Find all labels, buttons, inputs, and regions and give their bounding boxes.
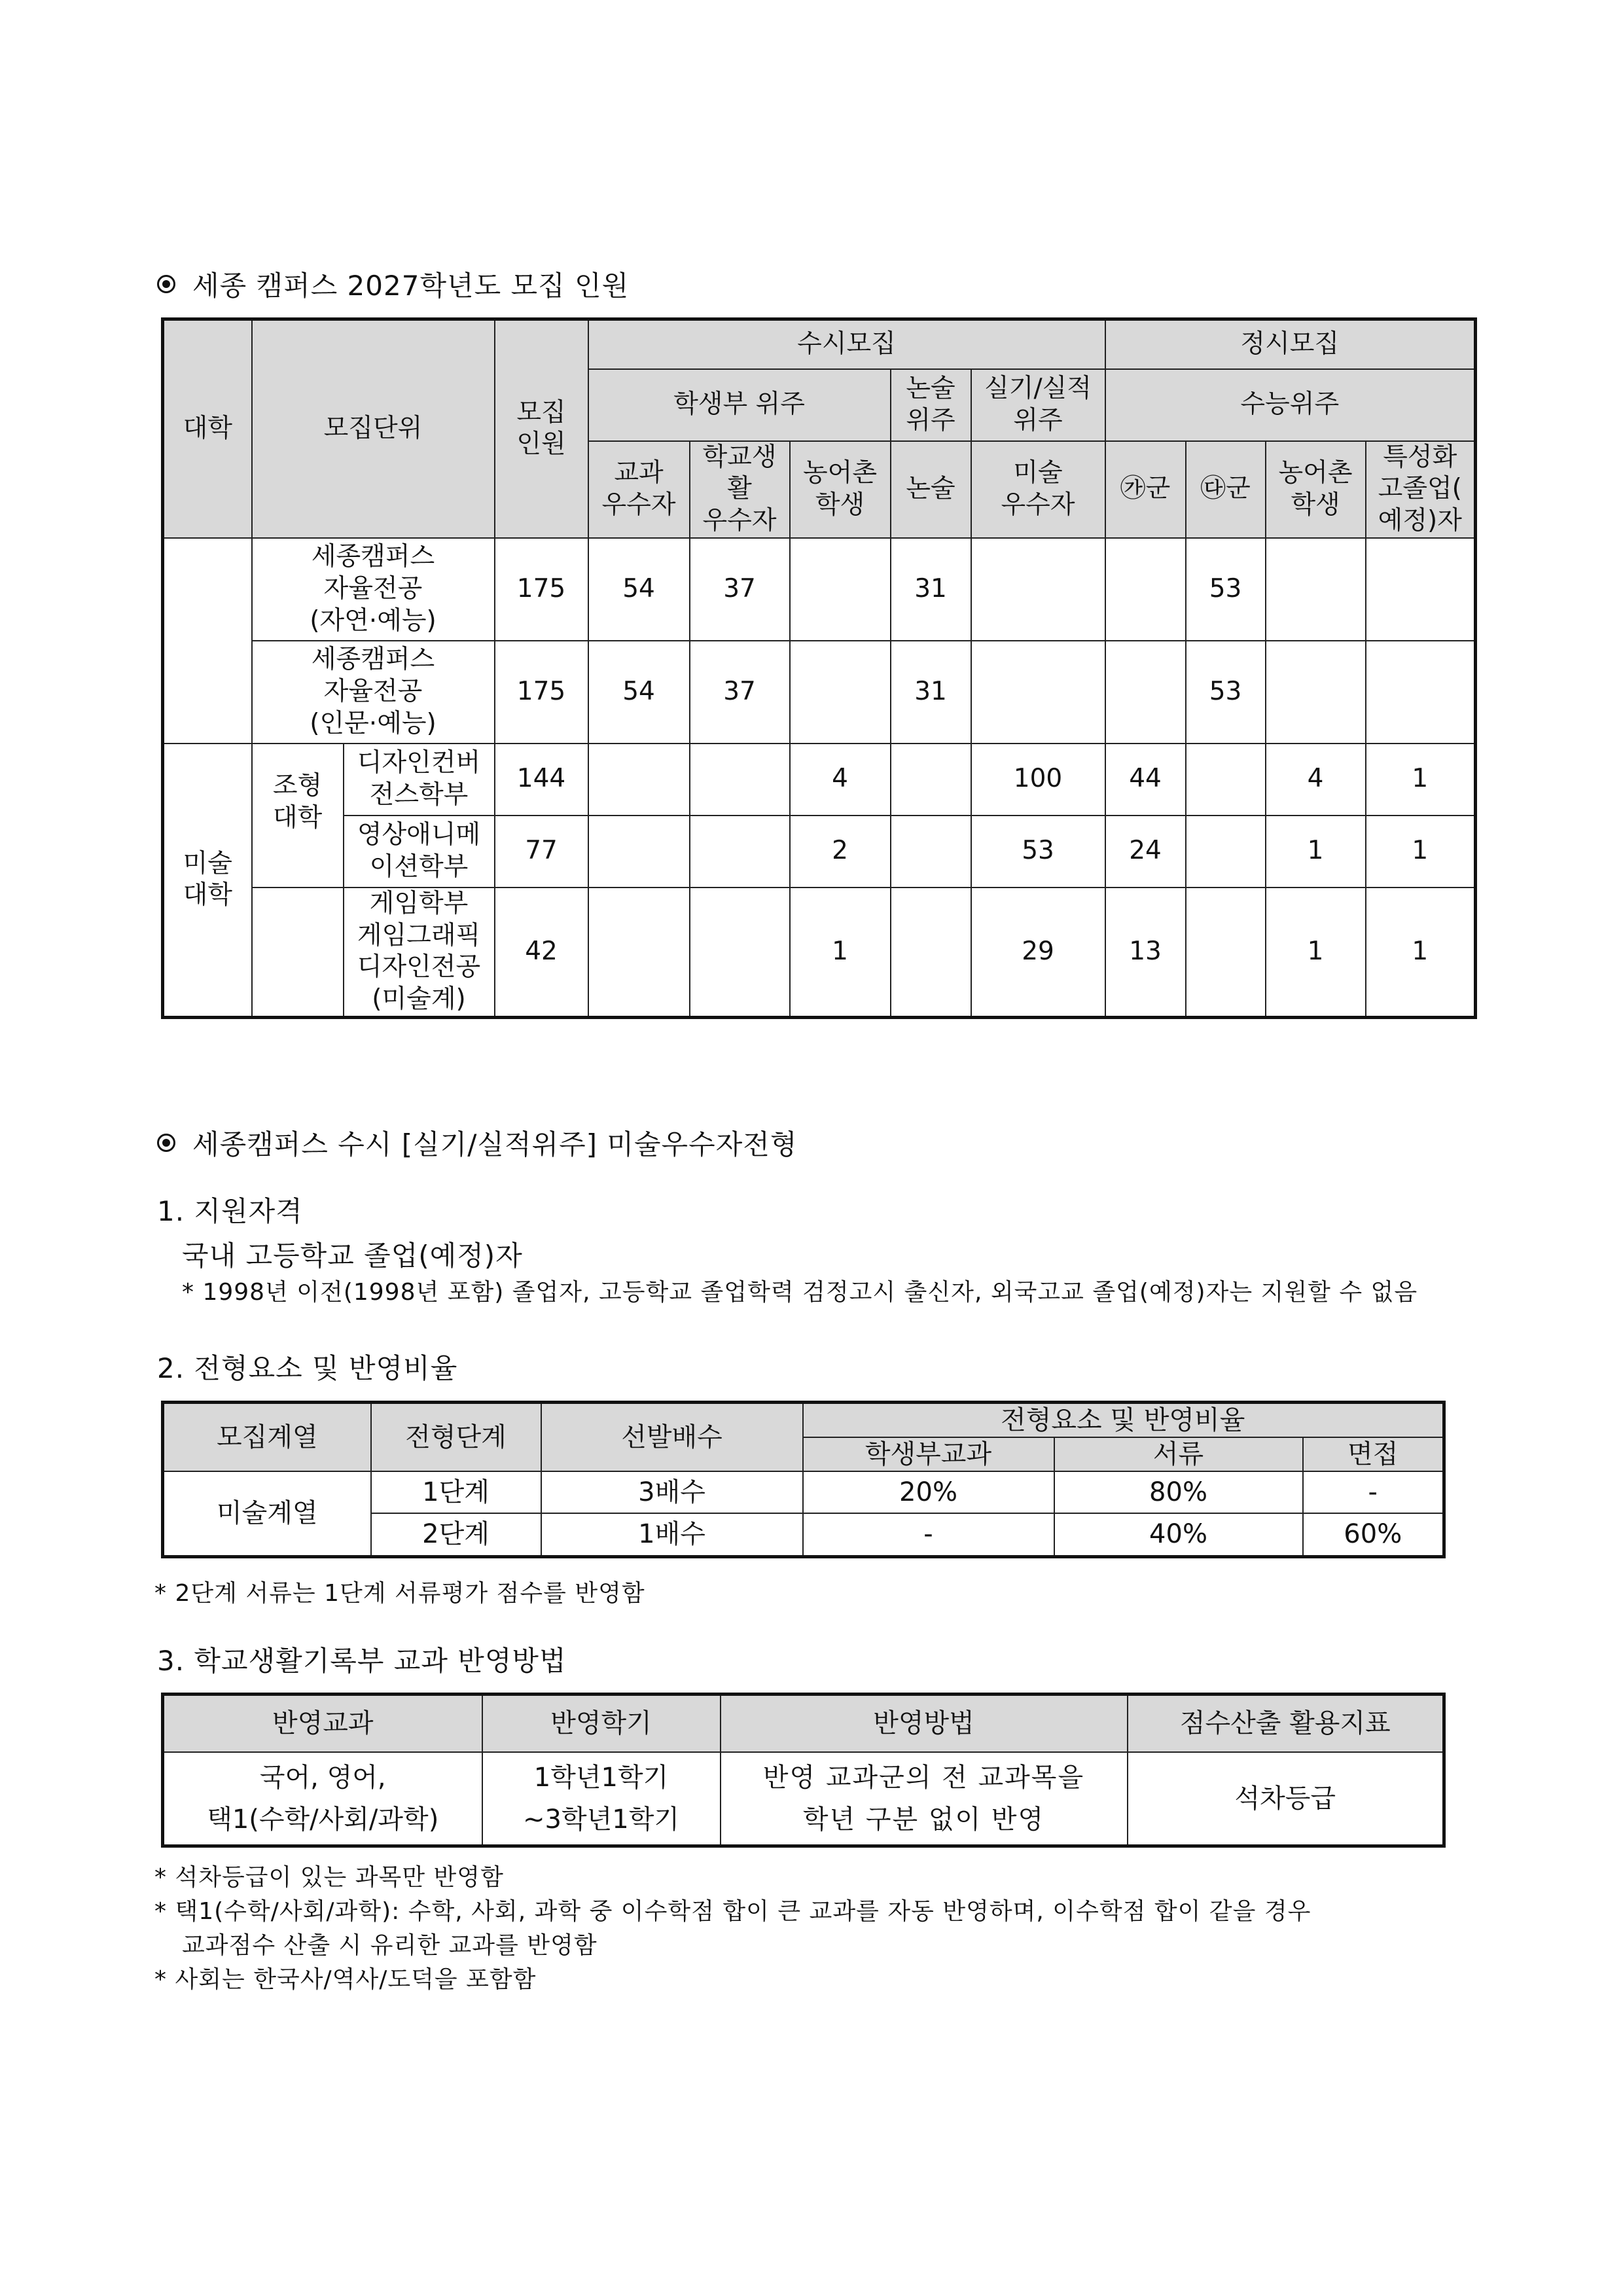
value-cell: 4: [790, 744, 891, 816]
header-subject-top: 교과 우수자: [588, 441, 690, 538]
quota-cell: 175: [495, 538, 588, 641]
note-grade-only: * 석차등급이 있는 과목만 반영함: [154, 1864, 504, 1891]
recruitment-quota-table: [161, 317, 1477, 1019]
header-specialized: 특성화 고졸업( 예정)자: [1366, 441, 1476, 538]
value-cell: 1: [1366, 744, 1476, 816]
value-cell: 53: [971, 816, 1105, 888]
header-semesters: 반영학기: [482, 1695, 721, 1752]
header-stage: 전형단계: [371, 1403, 541, 1472]
header-elements: 전형요소 및 반영비율: [803, 1403, 1444, 1438]
interview-cell: -: [1303, 1471, 1444, 1513]
quota-cell: 77: [495, 816, 588, 888]
semesters-cell: 1학년1학기 ~3학년1학기: [482, 1752, 721, 1846]
value-cell: 1: [790, 888, 891, 1018]
college-cell-empty: [163, 538, 252, 744]
quota-cell: 42: [495, 888, 588, 1018]
value-cell: [1366, 641, 1476, 744]
value-cell: [1266, 641, 1366, 744]
header-csat-focus: 수능위주: [1105, 369, 1476, 441]
eligibility-text: 국내 고등학교 졸업(예정)자: [182, 1240, 523, 1272]
value-cell: 31: [891, 538, 971, 641]
value-cell: 44: [1105, 744, 1186, 816]
quota-cell: 175: [495, 641, 588, 744]
formative-college-empty: [252, 888, 344, 1018]
selection-elements-heading: 2. 전형요소 및 반영비율: [157, 1352, 458, 1384]
header-college: 대학: [163, 319, 252, 538]
value-cell: [1186, 816, 1266, 888]
stage-cell: 1단계: [371, 1471, 541, 1513]
table-row: [163, 1471, 1444, 1513]
value-cell: [588, 816, 690, 888]
selection-ratio-table: [161, 1401, 1446, 1558]
table-row: [163, 538, 1476, 641]
header-art-top: 미술 우수자: [971, 441, 1105, 538]
value-cell: [1186, 744, 1266, 816]
value-cell: [971, 641, 1105, 744]
value-cell: [971, 538, 1105, 641]
header-unit: 모집단위: [252, 319, 495, 538]
header-record: 학생부교과: [803, 1437, 1054, 1471]
stage2-note: * 2단계 서류는 1단계 서류평가 점수를 반영함: [154, 1580, 645, 1607]
header-interview: 면접: [1303, 1437, 1444, 1471]
quota-cell: 144: [495, 744, 588, 816]
value-cell: 53: [1186, 538, 1266, 641]
header-quota: 모집 인원: [495, 319, 588, 538]
header-essay-focus: 논술 위주: [891, 369, 971, 441]
value-cell: [1105, 641, 1186, 744]
record-method-table: [161, 1693, 1446, 1848]
header-category: 모집계열: [163, 1403, 371, 1472]
table-row: [163, 1752, 1444, 1846]
value-cell: [891, 816, 971, 888]
header-record-focus: 학생부 위주: [588, 369, 891, 441]
value-cell: [1186, 888, 1266, 1018]
header-index: 점수산출 활용지표: [1128, 1695, 1444, 1752]
header-farming-student: 농어촌 학생: [790, 441, 891, 538]
note-social: * 사회는 한국사/역사/도덕을 포함함: [154, 1966, 537, 1993]
note-choice-one: * 택1(수학/사회/과학): 수학, 사회, 과학 중 이수학점 합이 큰 교과를 자동 반영하며, 이수학점 합이 같을 경우: [154, 1898, 1311, 1925]
header-method: 반영방법: [721, 1695, 1128, 1752]
interview-cell: 60%: [1303, 1513, 1444, 1556]
stage-cell: 2단계: [371, 1513, 541, 1556]
record-cell: -: [803, 1513, 1054, 1556]
value-cell: [690, 816, 790, 888]
value-cell: 53: [1186, 641, 1266, 744]
radio-bullet-icon: [157, 1134, 175, 1152]
value-cell: 29: [971, 888, 1105, 1018]
category-cell: 미술계열: [163, 1471, 371, 1556]
subjects-cell: 국어, 영어, 택1(수학/사회/과학): [163, 1752, 482, 1846]
table-row: [163, 641, 1476, 744]
art-college-cell: 미술 대학: [163, 744, 252, 1018]
unit-cell: 세종캠퍼스 자율전공 (자연·예능): [252, 538, 495, 641]
unit-cell: 세종캠퍼스 자율전공 (인문·예능): [252, 641, 495, 744]
section2-title: 세종캠퍼스 수시 [실기/실적위주] 미술우수자전형: [157, 1123, 797, 1162]
multiple-cell: 3배수: [541, 1471, 803, 1513]
value-cell: [588, 888, 690, 1018]
radio-bullet-icon: [157, 275, 175, 293]
record-method-heading: 3. 학교생활기록부 교과 반영방법: [157, 1645, 567, 1677]
value-cell: [891, 888, 971, 1018]
unit-cell: 디자인컨버 전스학부: [344, 744, 495, 816]
formative-college-cell: 조형 대학: [252, 744, 344, 888]
header-practical-focus: 실기/실적 위주: [971, 369, 1105, 441]
table-row: [163, 888, 1476, 1018]
header-group-da: ㉰군: [1186, 441, 1266, 538]
eligibility-note: * 1998년 이전(1998년 포함) 졸업자, 고등학교 졸업학력 검정고시 출신자, 외국고교 졸업(예정)자는 지원할 수 없음: [182, 1279, 1418, 1306]
header-multiple: 선발배수: [541, 1403, 803, 1472]
value-cell: 1: [1366, 888, 1476, 1018]
value-cell: [690, 888, 790, 1018]
section1-title: 세종 캠퍼스 2027학년도 모집 인원: [157, 264, 629, 304]
value-cell: [790, 538, 891, 641]
record-cell: 20%: [803, 1471, 1054, 1513]
documents-cell: 40%: [1054, 1513, 1303, 1556]
value-cell: [1266, 538, 1366, 641]
note-choice-one-cont: 교과점수 산출 시 유리한 교과를 반영함: [182, 1932, 597, 1959]
header-susi: 수시모집: [588, 319, 1105, 369]
value-cell: 54: [588, 641, 690, 744]
value-cell: 54: [588, 538, 690, 641]
value-cell: 24: [1105, 816, 1186, 888]
header-group-ga: ㉮군: [1105, 441, 1186, 538]
header-farming-student-2: 농어촌 학생: [1266, 441, 1366, 538]
value-cell: [1105, 538, 1186, 641]
header-subjects: 반영교과: [163, 1695, 482, 1752]
header-school-life-top: 학교생 활 우수자: [690, 441, 790, 538]
unit-cell: 영상애니메 이션학부: [344, 816, 495, 888]
value-cell: [690, 744, 790, 816]
header-jeongsi: 정시모집: [1105, 319, 1476, 369]
value-cell: 1: [1366, 816, 1476, 888]
documents-cell: 80%: [1054, 1471, 1303, 1513]
header-essay: 논술: [891, 441, 971, 538]
value-cell: 4: [1266, 744, 1366, 816]
value-cell: 31: [891, 641, 971, 744]
table-row: [163, 816, 1476, 888]
value-cell: 2: [790, 816, 891, 888]
multiple-cell: 1배수: [541, 1513, 803, 1556]
value-cell: 1: [1266, 888, 1366, 1018]
value-cell: [588, 744, 690, 816]
value-cell: 1: [1266, 816, 1366, 888]
value-cell: 13: [1105, 888, 1186, 1018]
method-cell: 반영 교과군의 전 교과목을 학년 구분 없이 반영: [721, 1752, 1128, 1846]
header-documents: 서류: [1054, 1437, 1303, 1471]
value-cell: [1366, 538, 1476, 641]
value-cell: 37: [690, 641, 790, 744]
eligibility-heading: 1. 지원자격: [157, 1195, 303, 1227]
value-cell: [790, 641, 891, 744]
table-row: [163, 744, 1476, 816]
value-cell: 37: [690, 538, 790, 641]
index-cell: 석차등급: [1128, 1752, 1444, 1846]
value-cell: [891, 744, 971, 816]
value-cell: 100: [971, 744, 1105, 816]
unit-cell: 게임학부 게임그래픽 디자인전공 (미술계): [344, 888, 495, 1018]
